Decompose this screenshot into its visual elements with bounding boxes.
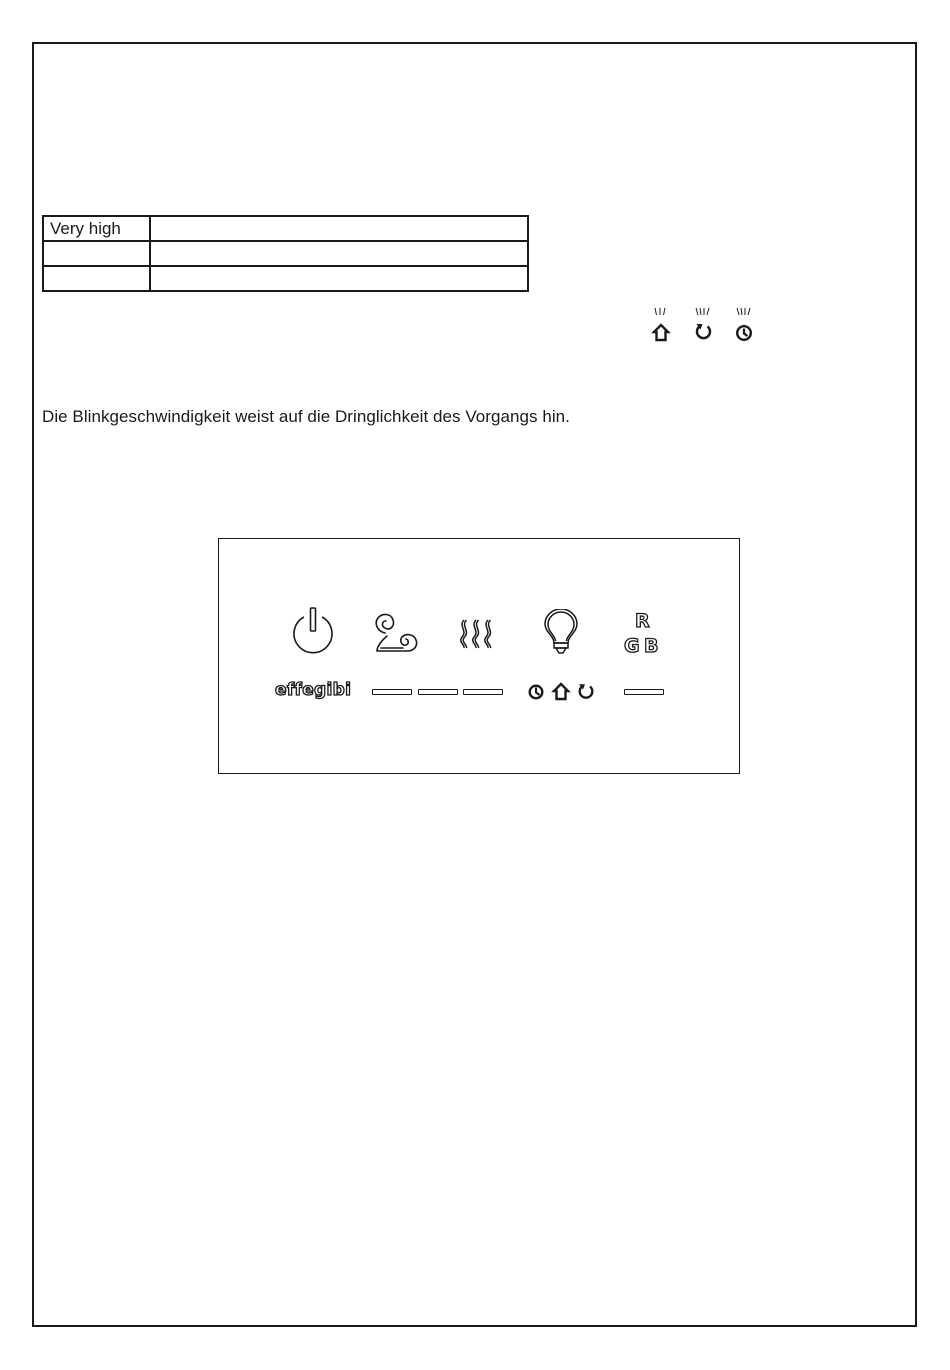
- heat-waves-icon[interactable]: [457, 617, 501, 651]
- blinking-refresh-icon: [691, 305, 715, 345]
- refresh-icon: [579, 684, 592, 697]
- urgency-description-cell: [150, 216, 528, 241]
- rgb-icon[interactable]: [623, 607, 667, 657]
- indicator-icons: [526, 681, 598, 705]
- home-icon: [554, 684, 568, 699]
- blinking-home-icon: [649, 305, 673, 345]
- blinking-clock-icon: [732, 305, 756, 345]
- control-panel: [218, 538, 740, 774]
- rgb-label-b: B: [644, 635, 659, 657]
- clock-icon: [530, 686, 543, 699]
- blink-speed-note: Die Blinkgeschwindigkeit weist auf die Dringlichkeit des Vorgangs hin.: [42, 407, 570, 426]
- urgency-level-cell: [43, 266, 150, 291]
- power-icon[interactable]: [289, 605, 337, 657]
- speed-led-3: [463, 689, 503, 695]
- urgency-description-cell: [150, 266, 528, 291]
- effegibi-logo: effegibi: [275, 680, 352, 700]
- table-row: [43, 266, 528, 291]
- light-bulb-icon[interactable]: [541, 609, 581, 659]
- urgency-description-cell: [150, 241, 528, 266]
- table-row: [43, 216, 528, 241]
- speed-led-2: [418, 689, 458, 695]
- urgency-level-cell: Very high: [43, 216, 150, 241]
- speed-led-1: [372, 689, 412, 695]
- rgb-label-r: R: [635, 610, 650, 632]
- fan-swirl-icon[interactable]: [371, 609, 421, 657]
- rgb-led: [624, 689, 664, 695]
- urgency-table: [42, 215, 529, 292]
- urgency-level-cell: [43, 241, 150, 266]
- table-row: [43, 241, 528, 266]
- rgb-label-g: G: [624, 635, 640, 657]
